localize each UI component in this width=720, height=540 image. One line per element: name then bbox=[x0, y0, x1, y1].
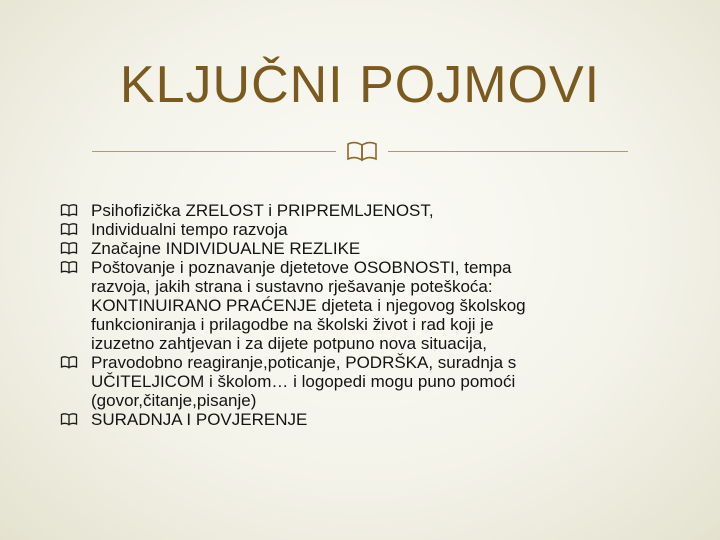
content-list bbox=[60, 201, 660, 429]
list-item-text: izuzetno zahtjevan i za dijete potpuno nova situacija, bbox=[91, 334, 487, 353]
list-item-text: Značajne INDIVIDUALNE REZLIKE bbox=[91, 239, 361, 258]
slide-title: KLJUČNI POJMOVI bbox=[119, 56, 601, 114]
list-item-text: Psihofizička ZRELOST i PRIPREMLJENOST, bbox=[91, 201, 434, 220]
list-item-text: KONTINUIRANO PRAĆENJE djeteta i njegovog školskog bbox=[91, 296, 526, 315]
title-divider-right bbox=[388, 151, 628, 152]
open-book-icon bbox=[60, 202, 78, 218]
list-item-text: Pravodobno reagiranje,poticanje, PODRŠKA, suradnja s bbox=[91, 353, 517, 372]
list-item bbox=[60, 239, 660, 258]
list-item-text: SURADNJA I POVJERENJE bbox=[91, 410, 308, 429]
list-item-text: UČITELJICOM i školom… i logopedi mogu puno pomoći bbox=[91, 372, 516, 391]
list-item-text: Poštovanje i poznavanje djetetove OSOBNOSTI, tempa bbox=[91, 258, 512, 277]
open-book-icon bbox=[60, 240, 78, 256]
list-item bbox=[60, 353, 660, 410]
list-item bbox=[60, 201, 660, 220]
open-book-icon bbox=[60, 259, 78, 275]
list-item bbox=[60, 410, 660, 429]
list-item-text: Individualni tempo razvoja bbox=[91, 220, 288, 239]
list-item-text: razvoja, jakih strana i sustavno rješavanje poteškoća: bbox=[91, 277, 493, 296]
list-item-text: (govor,čitanje,pisanje) bbox=[91, 391, 257, 410]
book-icon bbox=[344, 139, 380, 163]
list-item-text: funkcioniranja i prilagodbe na školski život i rad koji je bbox=[91, 315, 494, 334]
title-divider-left bbox=[92, 151, 336, 152]
list-item bbox=[60, 258, 660, 353]
open-book-icon bbox=[60, 411, 78, 427]
open-book-icon bbox=[60, 221, 78, 237]
open-book-icon bbox=[60, 354, 78, 370]
list-item bbox=[60, 220, 660, 239]
